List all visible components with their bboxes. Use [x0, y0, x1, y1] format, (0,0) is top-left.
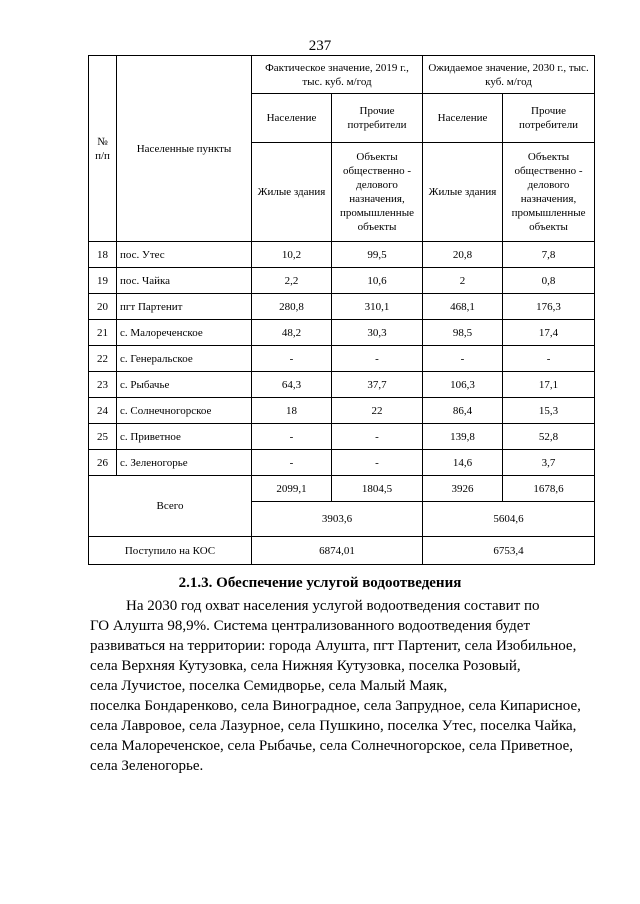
row-settlement: пгт Партенит — [117, 294, 252, 320]
kos-label: Поступило на КОС — [89, 537, 252, 565]
row-value: 3,7 — [503, 450, 595, 476]
row-value: 48,2 — [252, 320, 332, 346]
row-settlement: с. Малореченское — [117, 320, 252, 346]
row-num: 26 — [89, 450, 117, 476]
header-2030: Ожидаемое значение, 2030 г., тыс. куб. м/год — [423, 56, 595, 94]
table-row — [89, 424, 595, 450]
header-settlement: Населенные пункты — [117, 56, 252, 242]
row-value: 20,8 — [423, 242, 503, 268]
row-value: 176,3 — [503, 294, 595, 320]
section-title: 2.1.3. Обеспечение услугой водоотведения — [178, 575, 462, 591]
total-value: 1804,5 — [332, 476, 423, 502]
row-settlement: с. Генеральское — [117, 346, 252, 372]
total-sum-2030: 5604,6 — [423, 502, 595, 537]
table-row — [89, 372, 595, 398]
header-objects-2030: Объекты общественно - делового назначения, промышленные объекты — [503, 143, 595, 242]
total-value: 1678,6 — [503, 476, 595, 502]
paragraph-line: На 2030 год охват населения услугой водоотведения составит по — [126, 598, 540, 614]
kos-2030: 6753,4 — [423, 537, 595, 565]
row-value: 98,5 — [423, 320, 503, 346]
paragraph-line: села Зеленогорье. — [90, 758, 204, 774]
row-value: 310,1 — [332, 294, 423, 320]
row-value: 17,4 — [503, 320, 595, 346]
row-num: 21 — [89, 320, 117, 346]
row-num: 20 — [89, 294, 117, 320]
row-value: 64,3 — [252, 372, 332, 398]
row-num: 18 — [89, 242, 117, 268]
paragraph-line: ГО Алушта 98,9%. Система централизованного водоотведения будет — [90, 618, 531, 634]
paragraph-line: села Лучистое, поселка Семидворье, села Малый Маяк, — [90, 678, 448, 694]
row-value: - — [332, 424, 423, 450]
row-value: 14,6 — [423, 450, 503, 476]
table-row — [89, 242, 595, 268]
table-row — [89, 320, 595, 346]
row-value: 99,5 — [332, 242, 423, 268]
row-value: - — [332, 346, 423, 372]
header-residential-2019: Жилые здания — [252, 143, 332, 242]
header-num: № п/п — [89, 56, 117, 242]
row-value: 86,4 — [423, 398, 503, 424]
row-value: 10,2 — [252, 242, 332, 268]
section-paragraph — [90, 596, 593, 776]
row-value: 2 — [423, 268, 503, 294]
row-value: - — [252, 450, 332, 476]
row-settlement: с. Солнечногорское — [117, 398, 252, 424]
row-value: 30,3 — [332, 320, 423, 346]
header-population-2030: Население — [423, 94, 503, 143]
row-settlement: пос. Чайка — [117, 268, 252, 294]
table-row — [89, 346, 595, 372]
total-sum-2019: 3903,6 — [252, 502, 423, 537]
total-row — [89, 476, 595, 502]
total-label: Всего — [89, 476, 252, 537]
row-settlement: с. Рыбачье — [117, 372, 252, 398]
row-settlement: пос. Утес — [117, 242, 252, 268]
paragraph-line: села Малореченское, села Рыбачье, села Солнечногорское, села Приветное, — [90, 738, 574, 754]
kos-row — [89, 537, 595, 565]
row-value: - — [252, 424, 332, 450]
row-value: 468,1 — [423, 294, 503, 320]
row-value: - — [332, 450, 423, 476]
total-value: 3926 — [423, 476, 503, 502]
row-value: 2,2 — [252, 268, 332, 294]
table-row — [89, 294, 595, 320]
row-value: 106,3 — [423, 372, 503, 398]
row-value: 37,7 — [332, 372, 423, 398]
page-number: 237 — [308, 38, 332, 54]
total-value: 2099,1 — [252, 476, 332, 502]
row-value: 280,8 — [252, 294, 332, 320]
kos-2019: 6874,01 — [252, 537, 423, 565]
row-value: 10,6 — [332, 268, 423, 294]
row-num: 22 — [89, 346, 117, 372]
paragraph-line: села Лавровое, села Лазурное, села Пушкино, поселка Утес, поселка Чайка, — [90, 718, 577, 734]
row-value: - — [423, 346, 503, 372]
row-value: 18 — [252, 398, 332, 424]
row-value: 0,8 — [503, 268, 595, 294]
row-num: 23 — [89, 372, 117, 398]
header-2019: Фактическое значение, 2019 г., тыс. куб. м/год — [252, 56, 423, 94]
row-settlement: с. Зеленогорье — [117, 450, 252, 476]
header-objects-2019: Объекты общественно - делового назначения, промышленные объекты — [332, 143, 423, 242]
paragraph-line: села Верхняя Кутузовка, села Нижняя Кутузовка, поселка Розовый, — [90, 658, 521, 674]
row-value: 15,3 — [503, 398, 595, 424]
row-num: 24 — [89, 398, 117, 424]
row-num: 19 — [89, 268, 117, 294]
paragraph-line: развиваться на территории: города Алушта, пгт Партенит, села Изобильное, — [90, 638, 577, 654]
table-row — [89, 450, 595, 476]
header-other-2019: Прочие потребители — [332, 94, 423, 143]
paragraph-line: поселка Бондаренково, села Виноградное, села Запрудное, села Кипарисное, — [90, 698, 581, 714]
table-row — [89, 268, 595, 294]
row-value: - — [252, 346, 332, 372]
row-value: 7,8 — [503, 242, 595, 268]
row-num: 25 — [89, 424, 117, 450]
row-settlement: с. Приветное — [117, 424, 252, 450]
row-value: 22 — [332, 398, 423, 424]
header-other-2030: Прочие потребители — [503, 94, 595, 143]
header-population-2019: Население — [252, 94, 332, 143]
row-value: 139,8 — [423, 424, 503, 450]
water-disposal-table — [88, 55, 595, 565]
row-value: 17,1 — [503, 372, 595, 398]
row-value: 52,8 — [503, 424, 595, 450]
row-value: - — [503, 346, 595, 372]
header-residential-2030: Жилые здания — [423, 143, 503, 242]
table-row — [89, 398, 595, 424]
